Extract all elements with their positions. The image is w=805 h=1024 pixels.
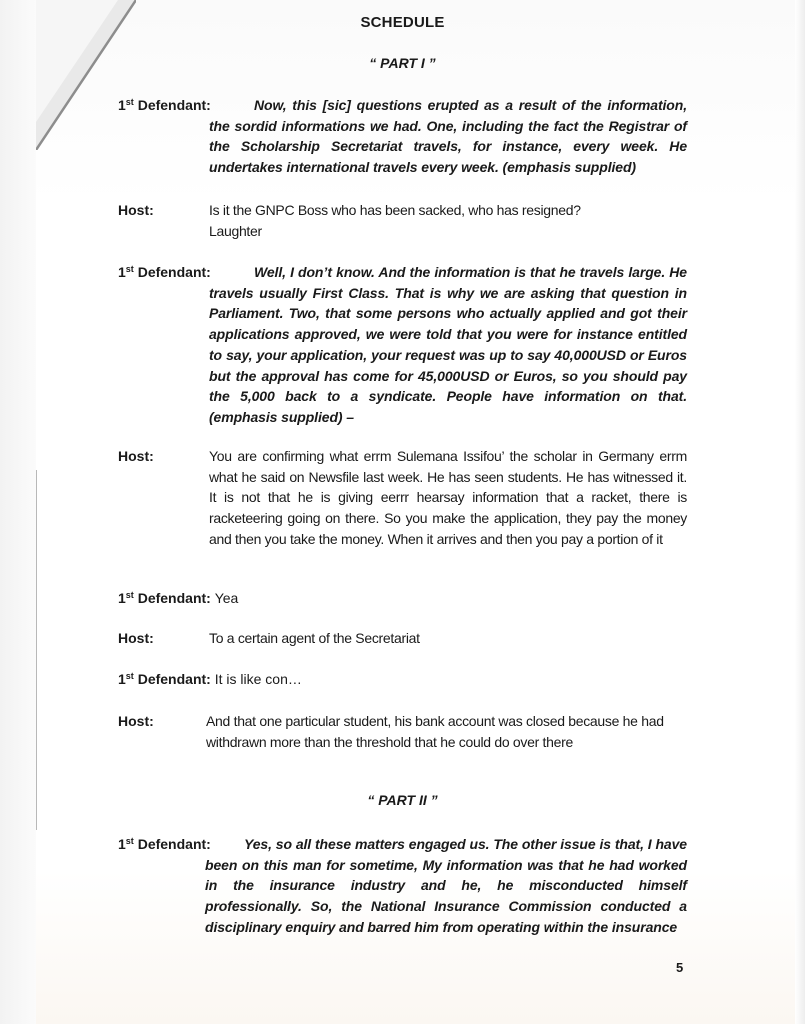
speaker-label: 1st Defendant: It is like con…: [118, 671, 302, 687]
speaker-label: Host:: [118, 448, 154, 464]
scan-left-edge: [0, 0, 36, 1024]
dialogue-text: Now, this [sic] questions erupted as a result of the information, the sordid informations we had. One, including the fact the Registrar of the Scholarship Secretariat travels, for instance, every week. He undertakes international travels every week. (emphasis supplied): [209, 97, 687, 176]
speaker-label: Host:: [118, 713, 154, 729]
dialogue-text: Yes, so all these matters engaged us. The other issue is that, I have been on this man for sometime, My information was that he had worked in the insurance industry and he, he misconducted himself professionally. So, the National Insurance Commission conducted a disciplinary enquiry and barred him from operating within the insurance: [205, 836, 687, 935]
speaker-label: Host:: [118, 630, 154, 646]
dialogue-text: You are confirming what errm Sulemana Issifou’ the scholar in Germany errm what he said on Newsfile last week. He has seen students. He has witnessed it. It is not that he is giving eerrr hearsay information that a racket, there is racketeering going on there. So you make the application, they pay the money and then you take the money. When it arrives and then you pay a portion of it: [209, 448, 687, 547]
part-one-heading: “ PART I ”: [369, 55, 436, 71]
speaker-label: 1st Defendant: Yea: [118, 590, 239, 606]
dialogue-text: Is it the GNPC Boss who has been sacked, who has resigned? Laughter: [209, 202, 581, 239]
speaker-label: Host:: [118, 202, 154, 218]
dialogue-text: Well, I don’t know. And the information is that he travels large. He travels usually First Class. That is why we are asking that question in Parliament. Two, that some persons who actually applied and got their applications approved, we were told that you were for instance entitled to say, your application, your request was up to say 40,000USD or Euros but the approval has come for 45,000USD or Euros, so you should pay the 5,000 back to a syndicate. People have information on that. (emphasis supplied) –: [209, 264, 687, 425]
dialogue-text: To a certain agent of the Secretariat: [209, 630, 420, 646]
scan-margin-line: [36, 470, 37, 830]
schedule-heading: SCHEDULE: [360, 14, 445, 31]
dialogue-text: Yea: [214, 590, 239, 606]
speaker-label: 1st Defendant:: [118, 836, 211, 852]
dialogue-text: And that one particular student, his bank account was closed because he had withdrawn more than the threshold that he could do over there: [206, 713, 664, 750]
speaker-label: 1st Defendant:: [118, 97, 211, 113]
page-number: 5: [676, 960, 684, 975]
scan-right-edge: [795, 0, 805, 1024]
part-two-heading: “ PART II ”: [367, 792, 438, 808]
dialogue-text: It is like con…: [214, 671, 302, 687]
speaker-label: 1st Defendant:: [118, 264, 211, 280]
